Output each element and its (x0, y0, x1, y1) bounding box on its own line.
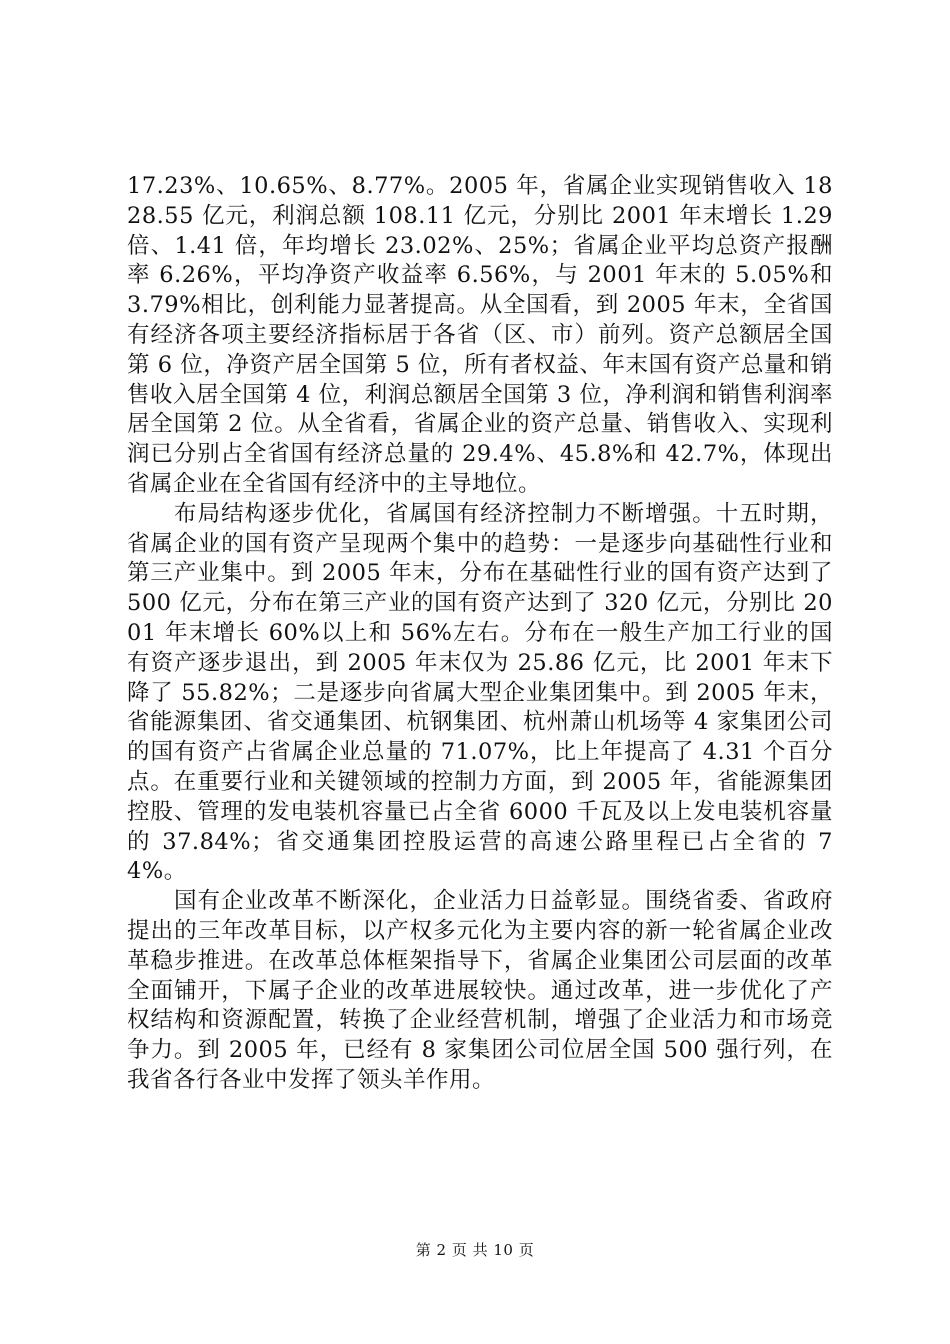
document-body (127, 172, 833, 1096)
paragraph-enterprise-reform: 国有企业改革不断深化，企业活力日益彰显。围绕省委、省政府提出的三年改革目标，以产权多元化为主要内容的新一轮省属企业改革稳步推进。在改革总体框架指导下，省属企业集团公司层面的改革全面铺开，下属子企业的改革进展较快。通过改革，进一步优化了产权结构和资源配置，转换了企业经营机制，增强了企业活力和市场竞争力。到 2005 年，已经有 8 家集团公司位居全国 500 强行列，在我省各行各业中发挥了领头羊作用。 (127, 888, 833, 1093)
paragraph-layout-structure: 布局结构逐步优化，省属国有经济控制力不断增强。十五时期，省属企业的国有资产呈现两个集中的趋势：一是逐步向基础性行业和第三产业集中。到 2005 年末，分布在基础性行业的国有资产达到了 500 亿元，分布在第三产业的国有资产达到了 320 亿元，分别比 2001 年末增长 60%以上和 56%左右。分布在一般生产加工行业的国有资产逐步退出，到 2005 年末仅为 25.86 亿元，比 2001 年末下降了 55.82%；二是逐步向省属大型企业集团集中。到 2005 年末，省能源集团、省交通集团、杭钢集团、杭州萧山机场等 4 家集团公司的国有资产占省属企业总量的 71.07%，比上年提高了 4.31 个百分点。在重要行业和关键领域的控制力方面，到 2005 年，省能源集团控股、管理的发电装机容量已占全省 6000 千瓦及以上发电装机容量的 37.84%；省交通集团控股运营的高速公路里程已占全省的 74%。 (127, 500, 833, 885)
page-number-footer: 第 2 页 共 10 页 (415, 1241, 535, 1259)
paragraph-financial-performance: 17.23%、10.65%、8.77%。2005 年，省属企业实现销售收入 1828.55 亿元，利润总额 108.11 亿元，分别比 2001 年末增长 1.29 倍、1.41 倍，年均增长 23.02%、25%；省属企业平均总资产报酬率 6.26%，平均净资产收益率 6.56%，与 2001 年末的 5.05%和 3.79%相比，创利能力显著提高。从全国看，到 2005 年末，全省国有经济各项主要经济指标居于各省（区、市）前列。资产总额居全国第 6 位，净资产居全国第 5 位，所有者权益、年末国有资产总量和销售收入居全国第 4 位，利润总额居全国第 3 位，净利润和销售利润率居全国第 2 位。从全省看，省属企业的资产总量、销售收入、实现利润已分别占全省国有经济总量的 29.4%、45.8%和 42.7%，体现出省属企业在全省国有经济中的主导地位。 (127, 173, 833, 497)
